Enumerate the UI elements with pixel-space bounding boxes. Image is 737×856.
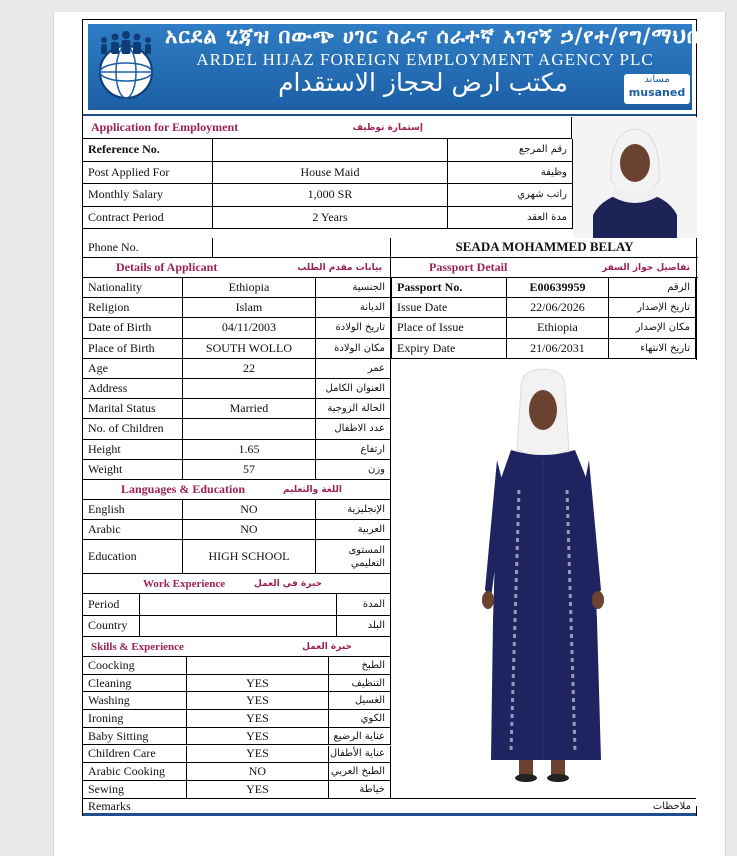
- languages-label-ar: الإنجليزية: [316, 500, 391, 519]
- skills-label-ar: عناية الرضيع: [329, 728, 391, 745]
- languages-value: NO: [183, 520, 317, 539]
- arabic-agency-name: مكتب ارض لحجاز الاستقدام: [278, 68, 568, 97]
- languages-value: NO: [183, 500, 317, 519]
- passport-label: Passport No.: [392, 278, 507, 297]
- top-label: Post Applied For: [83, 162, 213, 184]
- passport-title: Passport Detail: [429, 260, 508, 274]
- passport-header: [390, 258, 698, 278]
- skills-row: [82, 692, 391, 710]
- skills-value: YES: [187, 781, 330, 798]
- skills-label: Sewing: [83, 781, 187, 798]
- passport-row: [391, 278, 696, 298]
- details-value: SOUTH WOLLO: [183, 339, 317, 358]
- passport-title-ar: تفاصيل جواز السفر: [601, 262, 690, 273]
- details-label-ar: ارتفاع: [316, 440, 391, 459]
- agency-logo-icon: [91, 28, 161, 104]
- skills-row: [82, 710, 391, 728]
- details-value: 04/11/2003: [183, 318, 317, 337]
- top-label-ar: مدة العقد: [448, 207, 573, 229]
- languages-header: [82, 480, 391, 500]
- skills-value: YES: [187, 728, 330, 745]
- passport-label: Issue Date: [392, 298, 507, 317]
- details-row: [82, 399, 391, 419]
- details-value: [183, 379, 317, 398]
- details-label-ar: الحالة الزوجية: [316, 399, 391, 418]
- musaned-logo: [624, 74, 690, 104]
- details-label-ar: تاريخ الولادة: [316, 318, 391, 337]
- document-page: [53, 12, 726, 856]
- skills-value: YES: [187, 746, 330, 763]
- details-label: Address: [83, 379, 183, 398]
- skills-row: [82, 675, 391, 693]
- work-title: Work Experience: [143, 577, 226, 590]
- work-title-ar: خبرة في العمل: [254, 578, 322, 589]
- details-title-ar: بيانات مقدم الطلب: [297, 262, 382, 273]
- details-row: [82, 298, 391, 318]
- musaned-english: musaned: [628, 86, 686, 99]
- agency-header: [83, 20, 713, 116]
- skills-label-ar: التنظيف: [329, 675, 391, 692]
- languages-value: HIGH SCHOOL: [183, 540, 317, 573]
- work-label: Period: [83, 594, 140, 615]
- details-label-ar: عدد الاطفال: [316, 419, 391, 438]
- remarks-label-ar: ملاحظات: [652, 800, 691, 812]
- skills-label-ar: خياطة: [329, 781, 391, 798]
- skills-row: [82, 657, 391, 675]
- details-row: [82, 359, 391, 379]
- languages-label: Arabic: [83, 520, 183, 539]
- top-row: [82, 162, 573, 185]
- top-row: [82, 184, 573, 207]
- languages-title: Languages & Education: [121, 482, 246, 496]
- skills-label-ar: عناية الأطفال: [329, 746, 391, 763]
- details-row: [82, 318, 391, 338]
- top-value: House Maid: [213, 162, 449, 184]
- skills-row: [82, 746, 391, 764]
- languages-label-ar: العربية: [316, 520, 391, 539]
- musaned-arabic: مساند: [644, 74, 670, 85]
- application-form: [82, 19, 713, 816]
- skills-value: YES: [187, 710, 330, 727]
- skills-value: [187, 657, 330, 674]
- skills-title: Skills & Experience: [91, 640, 184, 653]
- skills-value: YES: [187, 692, 330, 709]
- languages-label: Education: [83, 540, 183, 573]
- applicant-name: SEADA MOHAMMED BELAY: [390, 238, 698, 258]
- top-label-ar: رقم المرجع: [448, 139, 573, 161]
- skills-label: Arabic Cooking: [83, 763, 187, 780]
- skills-row: [82, 781, 391, 799]
- passport-row: [391, 339, 696, 359]
- details-label: Date of Birth: [83, 318, 183, 337]
- top-label: Contract Period: [83, 207, 213, 229]
- work-value: [140, 594, 337, 615]
- english-agency-name: ARDEL HIJAZ FOREIGN EMPLOYMENT AGENCY PLC: [196, 50, 654, 69]
- languages-row: [82, 540, 391, 574]
- passport-label-ar: تاريخ الانتهاء: [609, 339, 696, 358]
- details-value: 1.65: [183, 440, 317, 459]
- skills-label-ar: الغسيل: [329, 692, 391, 709]
- top-label-ar: وظيفة: [448, 162, 573, 184]
- top-label: Monthly Salary: [83, 184, 213, 206]
- portrait-photo: [573, 117, 697, 238]
- skills-label: Baby Sitting: [83, 728, 187, 745]
- details-label: Weight: [83, 460, 183, 479]
- phone-row: [82, 238, 390, 258]
- passport-label-ar: مكان الإصدار: [609, 318, 696, 337]
- languages-row: [82, 520, 391, 540]
- details-value: 57: [183, 460, 317, 479]
- details-label-ar: العنوان الكامل: [316, 379, 391, 398]
- application-title-ar: إستمارة توظيف: [352, 122, 423, 133]
- details-value: 22: [183, 359, 317, 378]
- full-body-image: [391, 360, 697, 806]
- skills-label-ar: الكوي: [329, 710, 391, 727]
- application-title: Application for Employment: [91, 120, 239, 134]
- languages-title-ar: اللغة والتعليم: [282, 484, 342, 495]
- details-value: Married: [183, 399, 317, 418]
- top-value: 2 Years: [213, 207, 449, 229]
- passport-row: [391, 298, 696, 318]
- top-label: Reference No.: [83, 139, 213, 161]
- application-title-row: [82, 117, 572, 139]
- details-header: [82, 258, 391, 278]
- phone-value: [213, 238, 390, 257]
- passport-row: [391, 318, 696, 338]
- details-row: [82, 440, 391, 460]
- details-row: [82, 419, 391, 439]
- details-label: Height: [83, 440, 183, 459]
- top-value: 1,000 SR: [213, 184, 449, 206]
- languages-label: English: [83, 500, 183, 519]
- work-value: [140, 616, 337, 637]
- top-label-ar: راتب شهري: [448, 184, 573, 206]
- details-value: [183, 419, 317, 438]
- details-label: Nationality: [83, 278, 183, 297]
- work-row: [82, 616, 391, 638]
- skills-label-ar: الطبخ: [329, 657, 391, 674]
- details-row: [82, 278, 391, 298]
- skills-label-ar: الطبخ العربي: [329, 763, 391, 780]
- skills-title-ar: خبرة العمل: [302, 641, 352, 652]
- skills-row: [82, 763, 391, 781]
- skills-header: [82, 637, 391, 657]
- skills-value: YES: [187, 675, 330, 692]
- passport-value: 21/06/2031: [507, 339, 610, 358]
- details-row: [82, 460, 391, 480]
- details-value: Islam: [183, 298, 317, 317]
- details-label: Religion: [83, 298, 183, 317]
- work-header: [82, 574, 391, 594]
- details-label-ar: الديانة: [316, 298, 391, 317]
- details-label-ar: مكان الولادة: [316, 339, 391, 358]
- portrait-image: [573, 117, 697, 238]
- languages-row: [82, 500, 391, 520]
- details-label-ar: عمر: [316, 359, 391, 378]
- passport-value: Ethiopia: [507, 318, 610, 337]
- details-label: Marital Status: [83, 399, 183, 418]
- details-title: Details of Applicant: [116, 260, 218, 274]
- details-label: No. of Children: [83, 419, 183, 438]
- work-label: Country: [83, 616, 140, 637]
- details-row: [82, 379, 391, 399]
- details-label: Age: [83, 359, 183, 378]
- languages-label-ar: المستوى التعليمي: [316, 540, 391, 573]
- full-body-photo: [391, 360, 697, 806]
- skills-value: NO: [187, 763, 330, 780]
- phone-label: Phone No.: [83, 238, 213, 257]
- details-row: [82, 339, 391, 359]
- passport-label-ar: تاريخ الإصدار: [609, 298, 696, 317]
- skills-label: Coocking: [83, 657, 187, 674]
- skills-label: Cleaning: [83, 675, 187, 692]
- skills-label: Washing: [83, 692, 187, 709]
- work-label-ar: المدة: [337, 594, 391, 615]
- remarks-label: Remarks: [88, 798, 131, 813]
- details-label: Place of Birth: [83, 339, 183, 358]
- work-row: [82, 594, 391, 616]
- work-label-ar: البلد: [337, 616, 391, 637]
- passport-value: E00639959: [507, 278, 610, 297]
- amharic-agency-name: አርደል ሂጃዝ በውጭ ሀገር ስራና ሰራተኛ አገናኝ ኃ/የተ/የግ/ማህበር: [165, 24, 713, 48]
- top-value: [213, 139, 449, 161]
- details-label-ar: وزن: [316, 460, 391, 479]
- top-row: [82, 207, 573, 230]
- details-value: Ethiopia: [183, 278, 317, 297]
- skills-label: Children Care: [83, 746, 187, 763]
- remarks-row: [83, 798, 696, 816]
- passport-value: 22/06/2026: [507, 298, 610, 317]
- skills-label: Ironing: [83, 710, 187, 727]
- passport-label-ar: الرقم: [609, 278, 696, 297]
- passport-label: Place of Issue: [392, 318, 507, 337]
- details-label-ar: الجنسية: [316, 278, 391, 297]
- passport-label: Expiry Date: [392, 339, 507, 358]
- top-row: [82, 139, 573, 162]
- skills-row: [82, 728, 391, 746]
